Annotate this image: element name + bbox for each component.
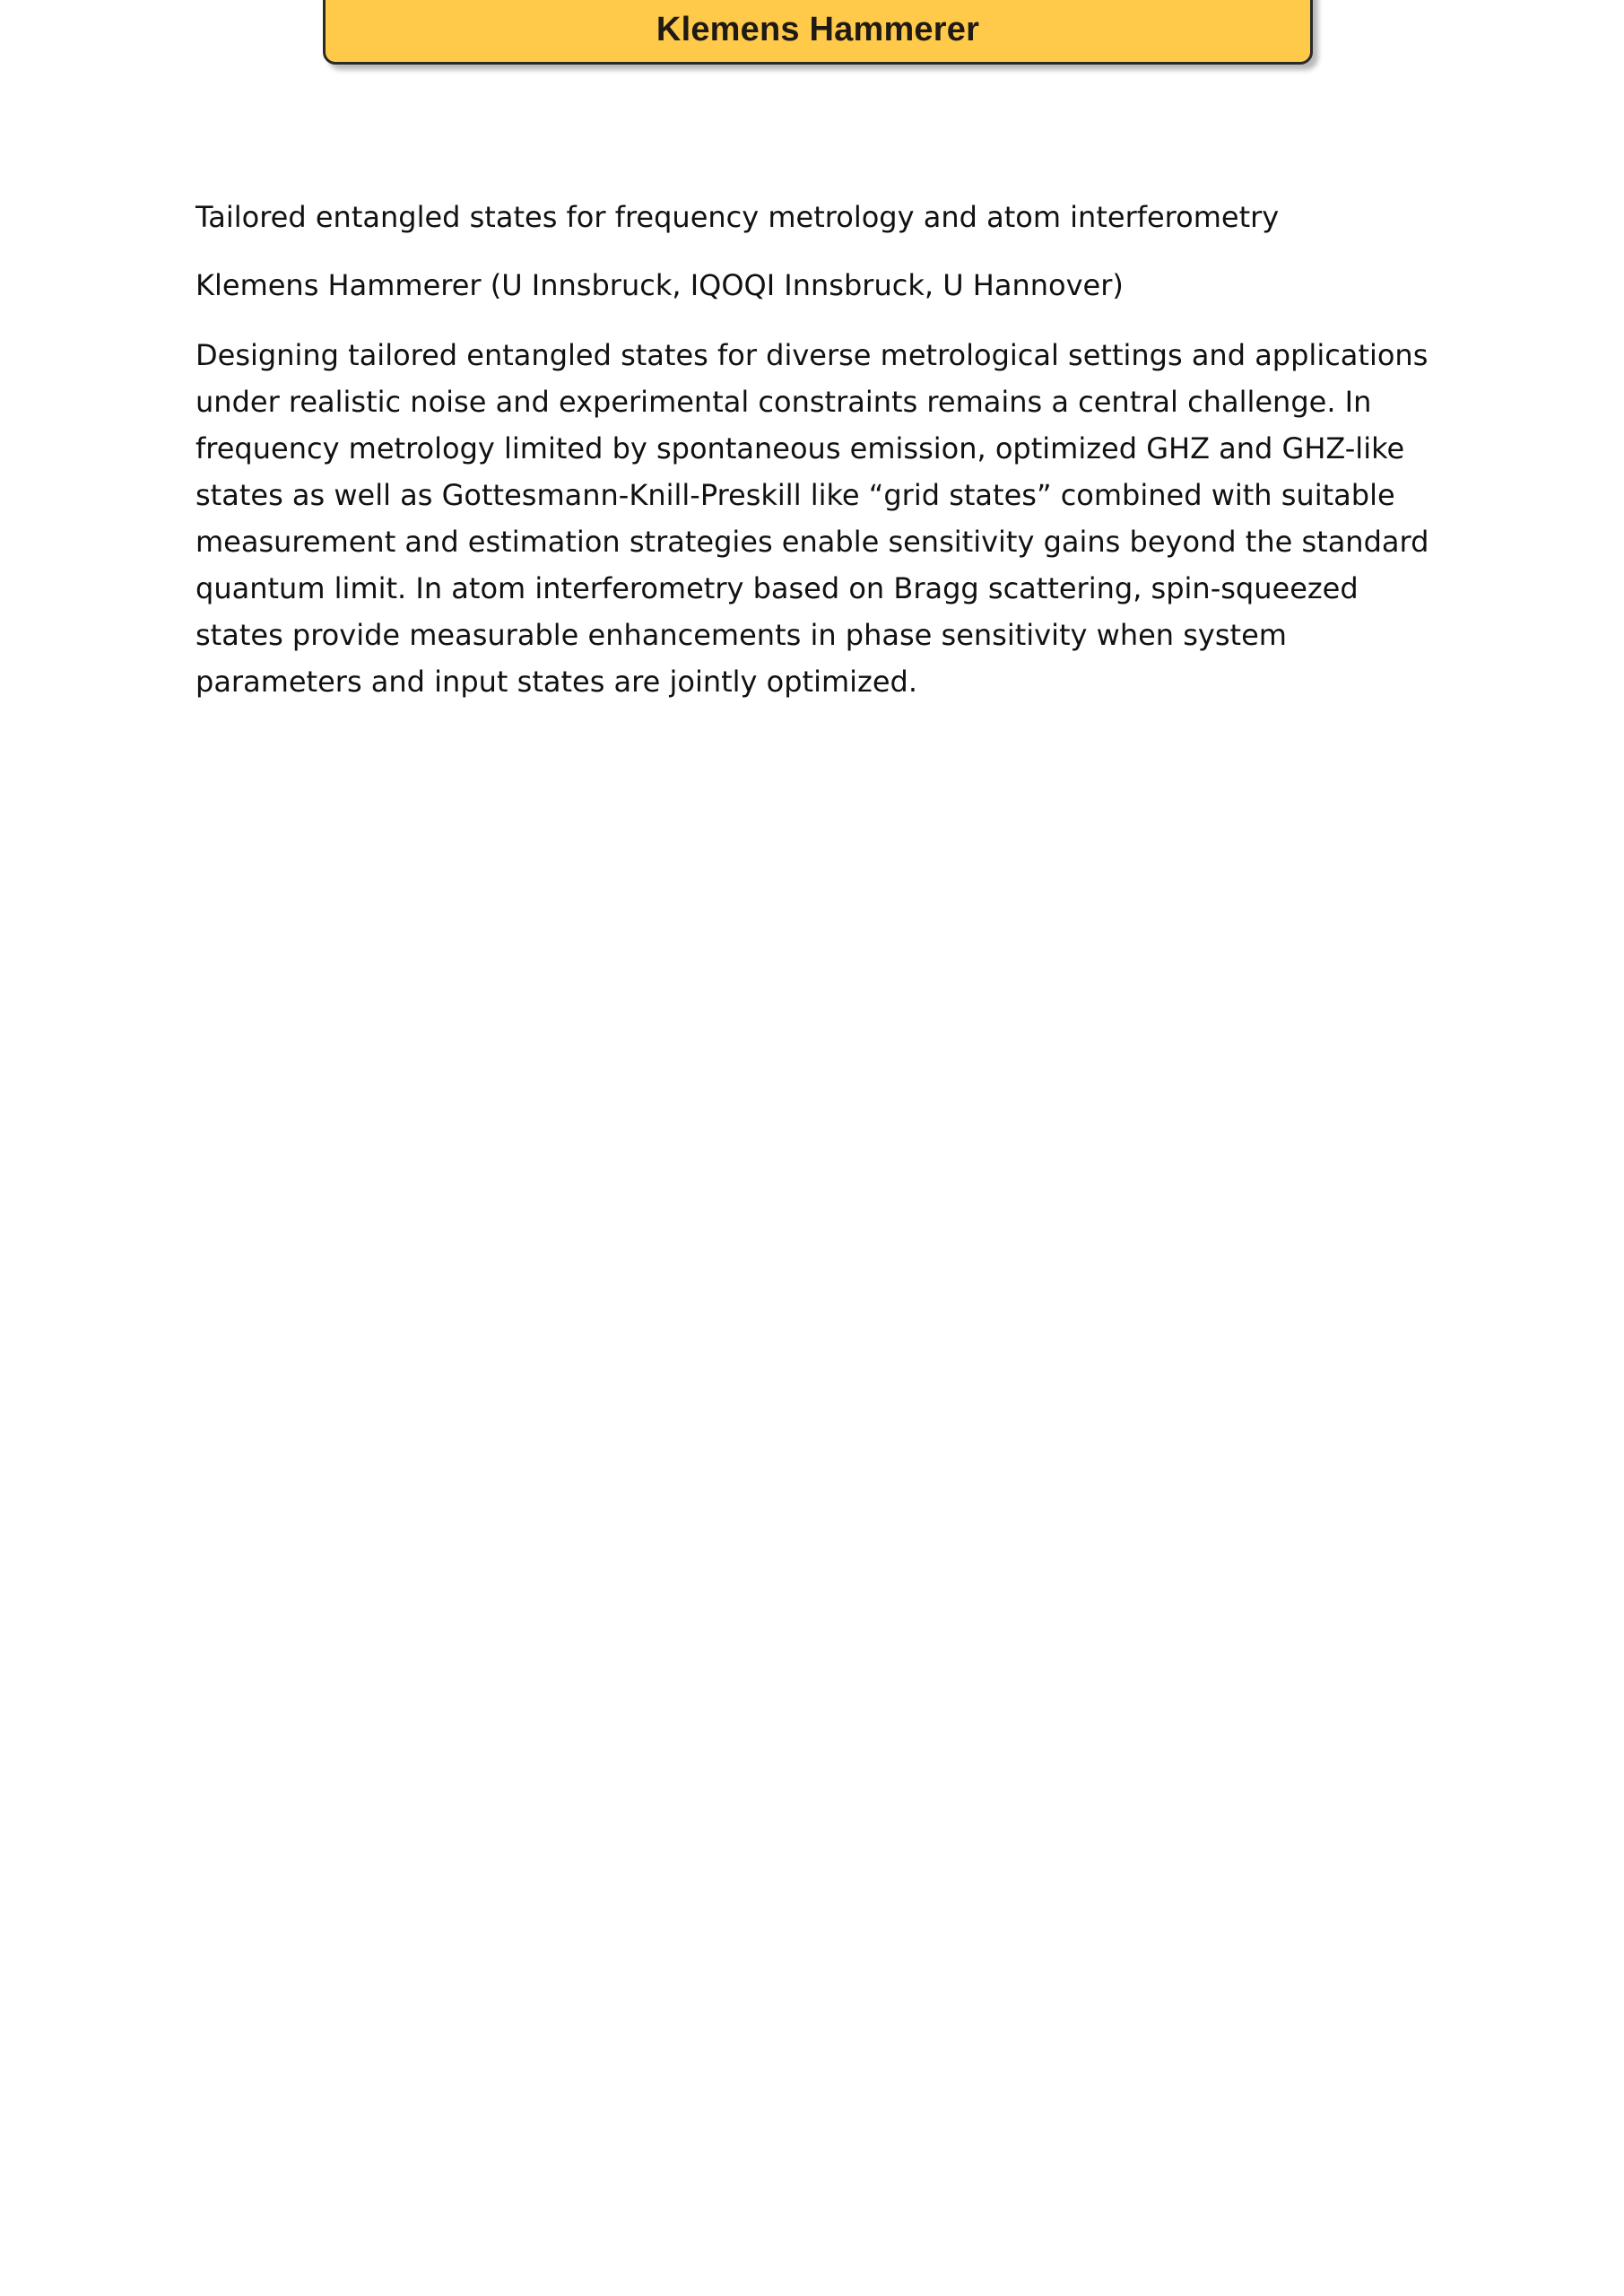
speaker-name-banner [323,0,1313,65]
abstract-authors: Klemens Hammerer (U Innsbruck, IQOQI Innsbruck, U Hannover) [195,268,1124,302]
abstract-section [195,196,1451,705]
speaker-name: Klemens Hammerer [656,11,980,48]
abstract-title: Tailored entangled states for frequency metrology and atom interferometry [195,200,1280,234]
abstract-body: Designing tailored entangled states for diverse metrological settings and applications under realistic noise and experimental constraints remains a central challenge. In frequency metrology limited by spontaneous emission, optimized GHZ and GHZ-like states as well as Gottesmann-Knill-Preskill like “grid states” combined with suitable measurement and estimation strategies enable sensitivity gains beyond the standard quantum limit. In atom interferometry based on Bragg scattering, spin-squeezed states provide measurable enhancements in phase sensitivity when system parameters and input states are jointly optimized. [195,338,1429,699]
